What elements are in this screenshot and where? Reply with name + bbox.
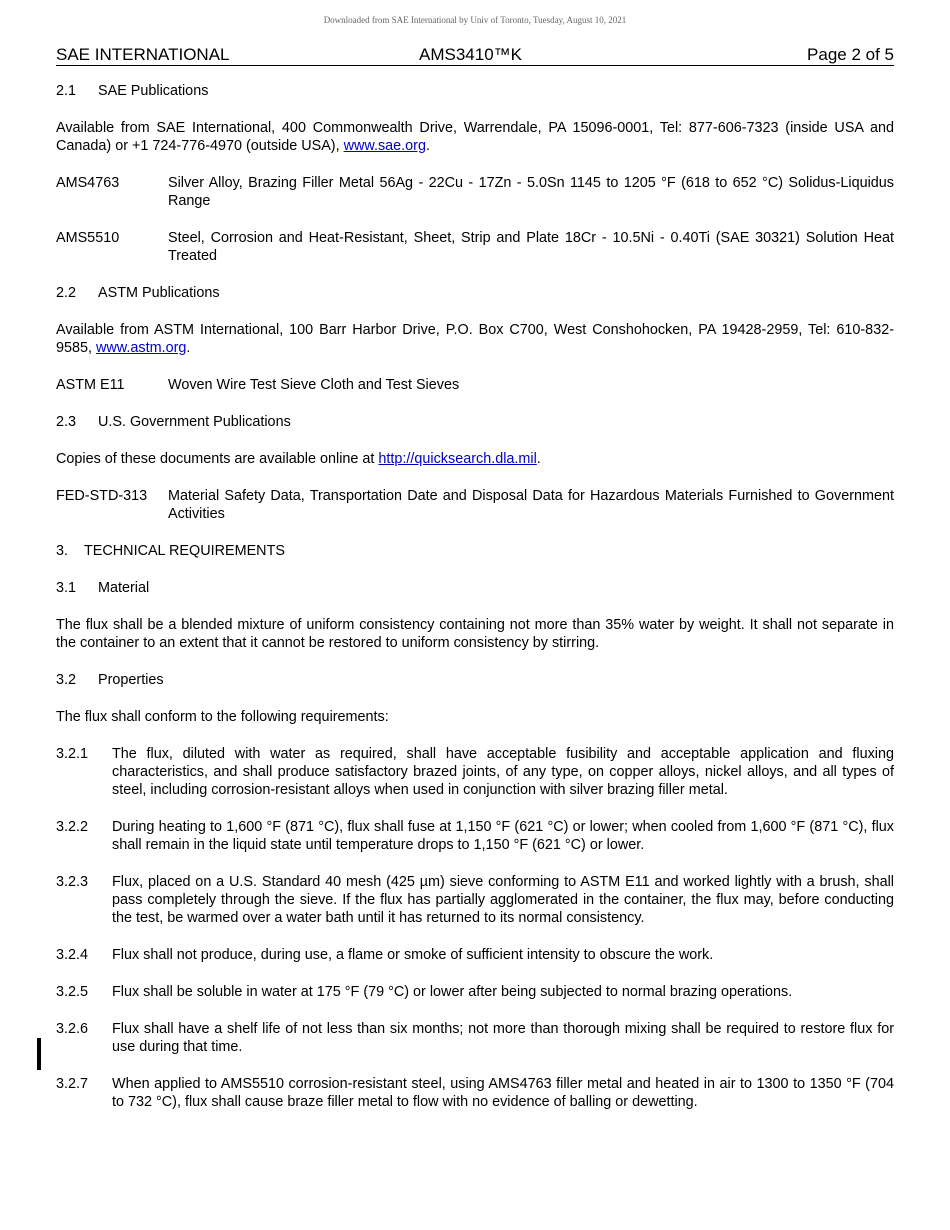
sae-availability-paragraph: [56, 119, 894, 155]
requirement-text: Flux shall be soluble in water at 175 °F (79 °C) or lower after being subjected to normal brazing operations.: [112, 984, 793, 1000]
reference-code: FED-STD-313: [56, 488, 148, 504]
reference-description: Silver Alloy, Brazing Filler Metal 56Ag - 22Cu - 17Zn - 5.0Sn 1145 to 1205 °F (618 to 652 °C) Solidus-Liquidus Range: [168, 175, 894, 209]
section-number: 2.3: [56, 414, 77, 430]
document-body: [56, 82, 894, 1130]
availability-text: Available from ASTM International, 100 Barr Harbor Drive, P.O. Box C700, West Conshohocken, PA 19428-2959, Tel: 610-832-9585,: [56, 322, 894, 356]
requirement-3-2-7: [56, 1075, 894, 1111]
period: .: [425, 138, 430, 154]
section-title: Properties: [98, 672, 164, 688]
reference-code: AMS4763: [56, 175, 120, 191]
section-title: Material: [98, 580, 150, 596]
header-page-number: Page 2 of 5: [807, 45, 894, 64]
section-number: 2.2: [56, 285, 77, 301]
government-availability-paragraph: [56, 450, 894, 468]
requirement-text: Flux shall not produce, during use, a flame or smoke of sufficient intensity to obscure the work.: [112, 947, 714, 963]
requirement-number: 3.2.5: [56, 984, 89, 1000]
requirement-number: 3.2.6: [56, 1021, 89, 1037]
reference-code: ASTM E11: [56, 377, 125, 393]
requirement-text: During heating to 1,600 °F (871 °C), flux shall fuse at 1,150 °F (621 °C) or lower; when cooled from 1,600 °F (871 °C), flux shall remain in the liquid state until temperature drops to 1,150 °F (621 °C) or lower.: [112, 819, 894, 853]
section-3-2-heading: [56, 671, 894, 689]
requirement-3-2-4: [56, 946, 894, 964]
requirement-3-2-1: [56, 745, 894, 799]
reference-description: Woven Wire Test Sieve Cloth and Test Sieves: [168, 377, 460, 393]
section-number: 3.: [56, 543, 69, 559]
requirement-text: Flux shall have a shelf life of not less than six months; not more than thorough mixing shall be required to restore flux for use during that time.: [112, 1021, 894, 1055]
requirement-number: 3.2.4: [56, 947, 89, 963]
availability-text: Available from SAE International, 400 Commonwealth Drive, Warrendale, PA 15096-0001, Tel: 877-606-7323 (inside USA and Canada) or +1 724-776-4970 (outside USA),: [56, 120, 894, 154]
requirement-number: 3.2.2: [56, 819, 89, 835]
reference-description: Material Safety Data, Transportation Date and Disposal Data for Hazardous Materials Furnished to Government Activities: [168, 488, 894, 522]
section-2-1-heading: [56, 82, 894, 100]
section-title: SAE Publications: [98, 83, 209, 99]
astm-website-link[interactable]: www.astm.org: [96, 340, 187, 356]
section-number: 3.1: [56, 580, 77, 596]
reference-description: Steel, Corrosion and Heat-Resistant, Sheet, Strip and Plate 18Cr - 10.5Ni - 0.40Ti (SAE 30321) Solution Heat Treated: [168, 230, 894, 264]
section-2-2-heading: [56, 284, 894, 302]
section-title: ASTM Publications: [98, 285, 220, 301]
section-number: 2.1: [56, 83, 77, 99]
section-3-1-heading: [56, 579, 894, 597]
properties-intro: The flux shall conform to the following requirements:: [56, 709, 389, 725]
reference-fed-std-313: [56, 487, 894, 523]
page-header: [56, 45, 894, 66]
requirement-3-2-2: [56, 818, 894, 854]
requirement-3-2-3: [56, 873, 894, 927]
section-3-heading: [56, 542, 894, 560]
requirement-text: The flux, diluted with water as required, shall have acceptable fusibility and acceptable application and fluxing characteristics, and shall produce satisfactory brazed joints, of any type, on copper alloys, nickel alloys, and all types of steel, including corrosion-resistant alloys when used in conjunction with silver brazing filler metal.: [112, 746, 894, 798]
reference-ams4763: [56, 174, 894, 210]
reference-astm-e11: [56, 376, 894, 394]
requirement-text: When applied to AMS5510 corrosion-resistant steel, using AMS4763 filler metal and heated in air to 1300 to 1350 °F (704 to 732 °C), flux shall cause braze filler metal to flow with no evidence of balling or dewetting.: [112, 1076, 894, 1110]
requirement-number: 3.2.1: [56, 746, 89, 762]
requirement-3-2-5: [56, 983, 894, 1001]
reference-ams5510: [56, 229, 894, 265]
header-doc-number: AMS3410™K: [419, 45, 522, 64]
requirement-3-2-6: [56, 1020, 894, 1056]
period: .: [186, 340, 191, 356]
header-org: SAE INTERNATIONAL: [56, 45, 230, 64]
reference-code: AMS5510: [56, 230, 120, 246]
requirement-number: 3.2.3: [56, 874, 89, 890]
astm-availability-paragraph: [56, 321, 894, 357]
requirement-text: Flux, placed on a U.S. Standard 40 mesh (425 µm) sieve conforming to ASTM E11 and worked lightly with a brush, shall pass completely through the sieve. If the flux has partially agglomerated in the container, the flux may, before conducting the test, be warmed over a water bath until it has returned to its normal consistency.: [112, 874, 894, 926]
material-paragraph: The flux shall be a blended mixture of uniform consistency containing not more than 35% water by weight. It shall not separate in the container to an extent that it cannot be restored to uniform consistency by stirring.: [56, 617, 894, 651]
requirement-number: 3.2.7: [56, 1076, 89, 1092]
section-2-3-heading: [56, 413, 894, 431]
availability-text: Copies of these documents are available online at: [56, 451, 379, 467]
revision-change-bar: [37, 1038, 41, 1070]
period: .: [536, 451, 541, 467]
section-number: 3.2: [56, 672, 77, 688]
sae-website-link[interactable]: www.sae.org: [343, 138, 426, 154]
section-title: U.S. Government Publications: [98, 414, 291, 430]
quicksearch-link[interactable]: http://quicksearch.dla.mil: [378, 451, 537, 467]
download-watermark: Downloaded from SAE International by Univ of Toronto, Tuesday, August 10, 2021: [323, 15, 627, 25]
section-title: TECHNICAL REQUIREMENTS: [84, 543, 285, 559]
